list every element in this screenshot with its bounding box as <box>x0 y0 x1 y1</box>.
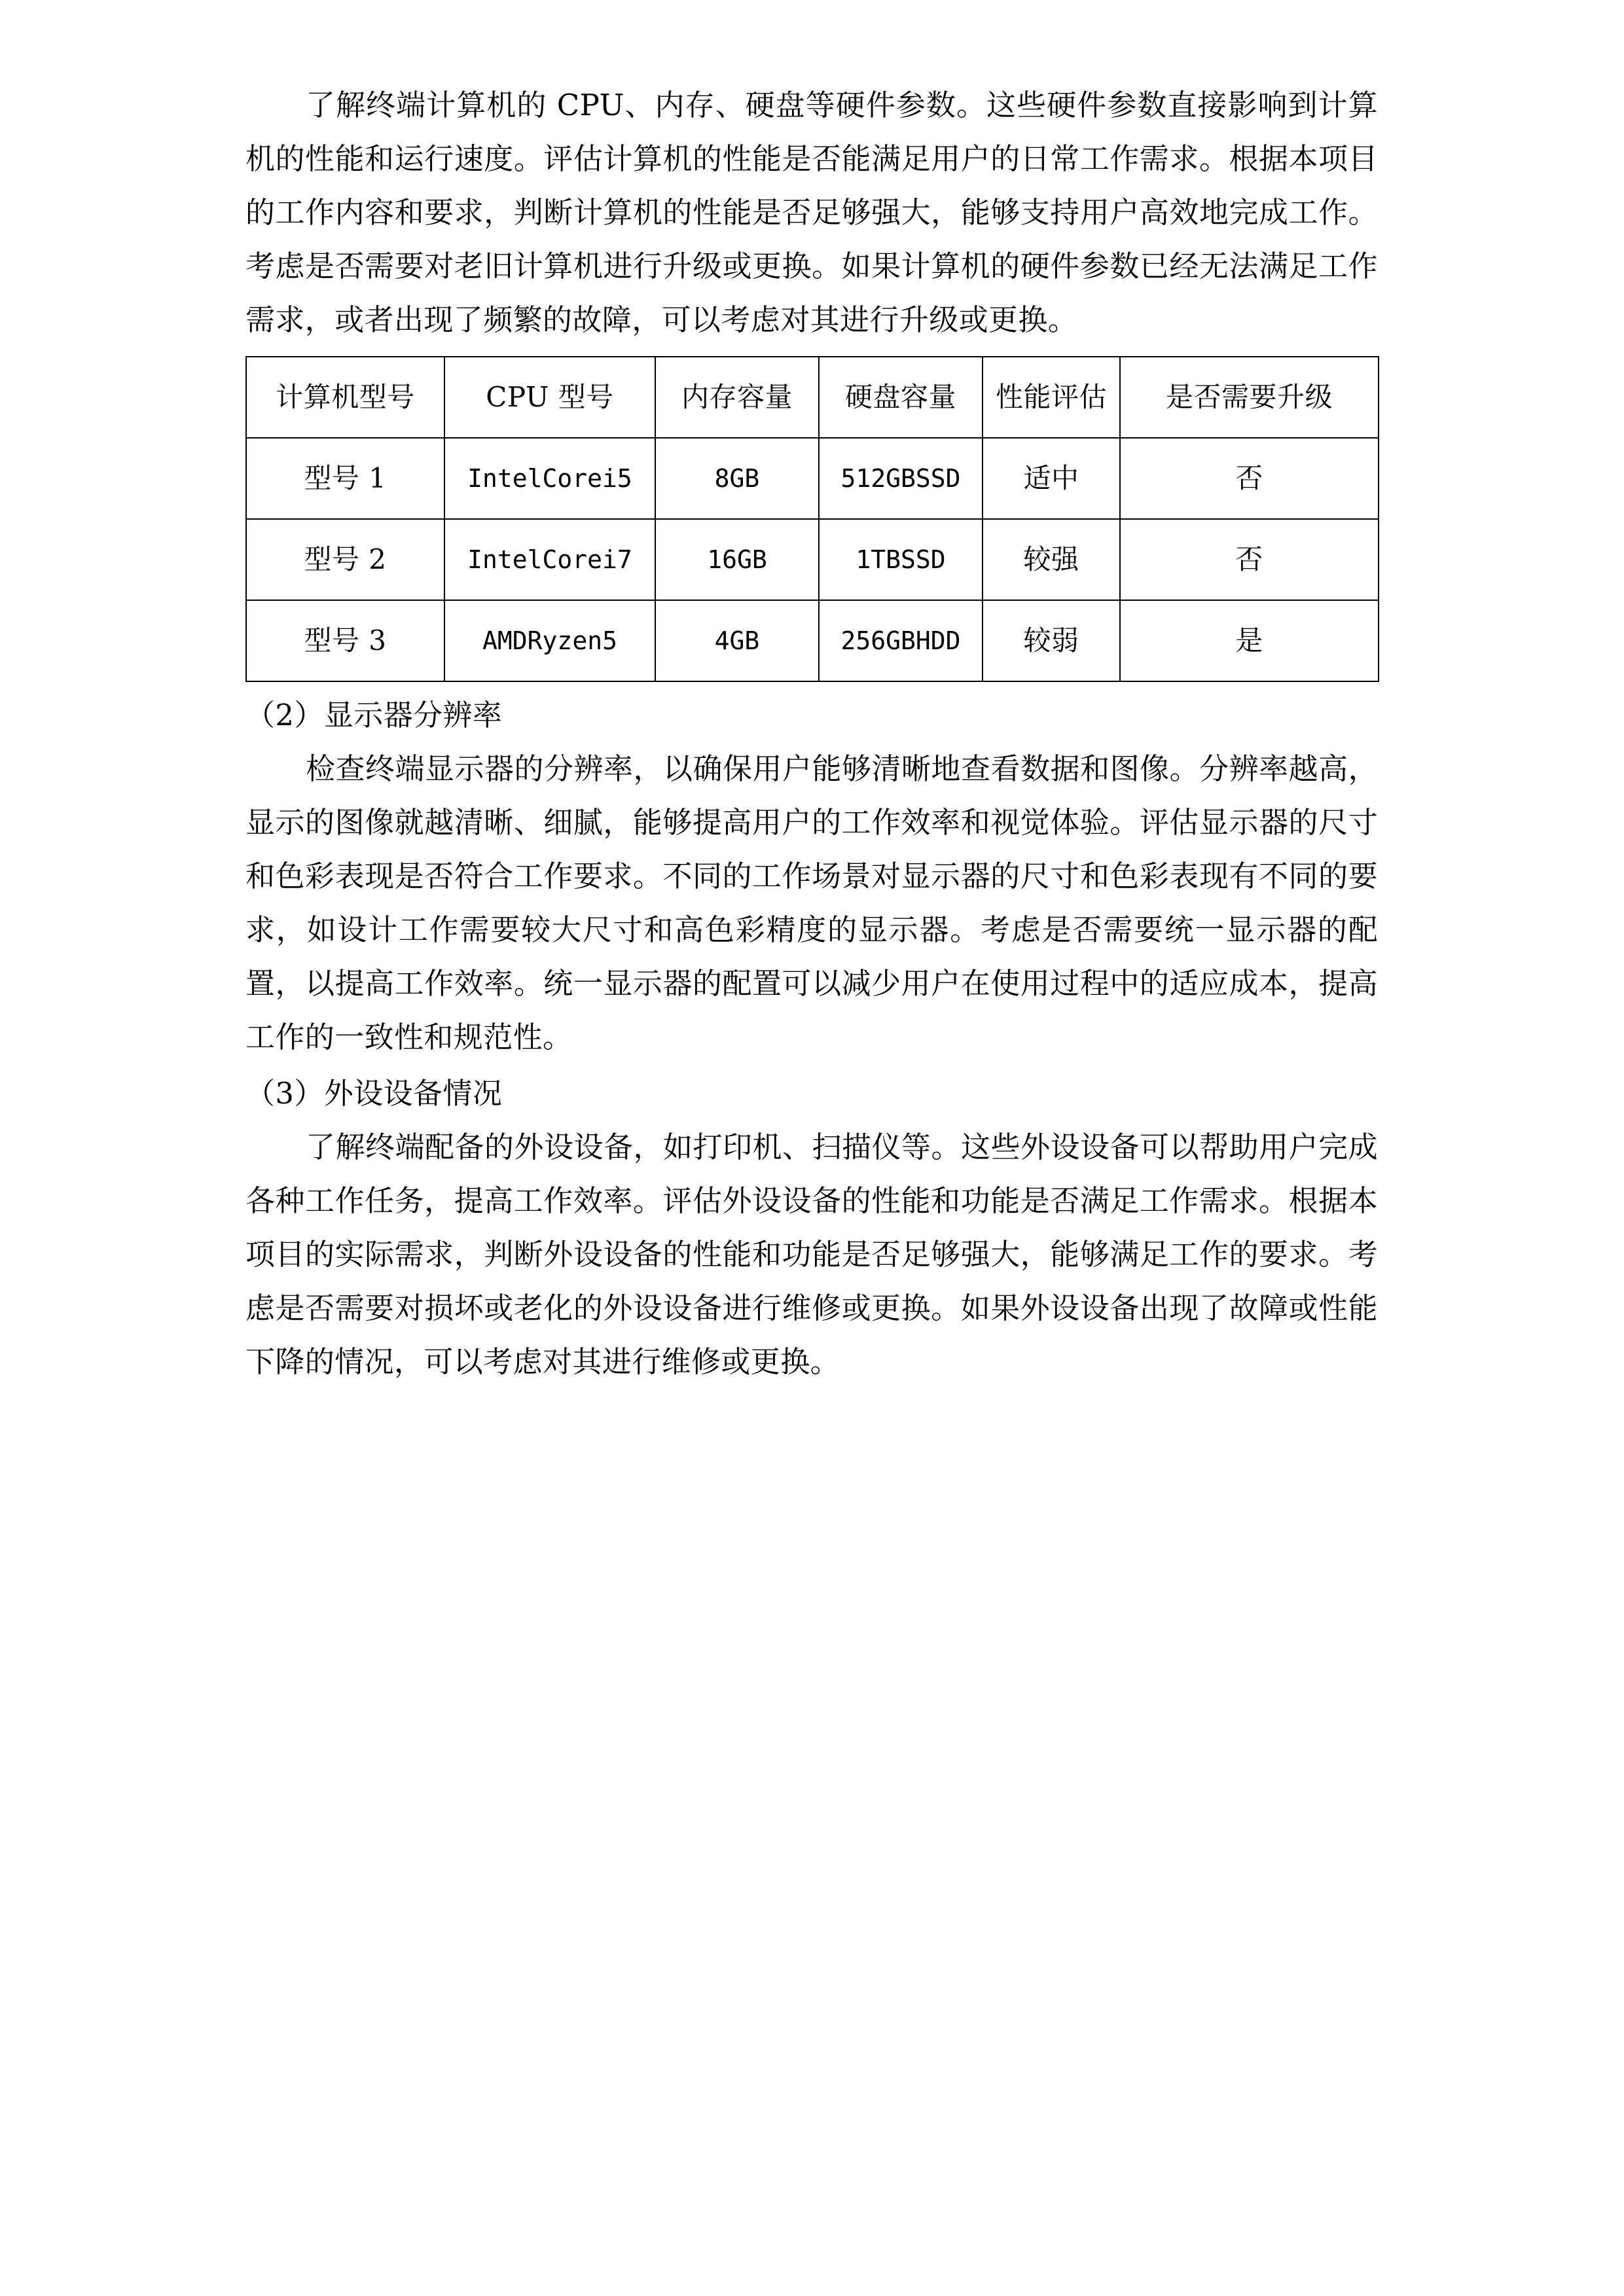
cell-model: 型号 1 <box>246 438 444 519</box>
cell-memory: 8GB <box>655 438 819 519</box>
cell-performance: 较弱 <box>983 600 1120 681</box>
table-header-cell-cpu: CPU 型号 <box>444 357 655 438</box>
cell-performance: 适中 <box>983 438 1120 519</box>
hardware-table-wrapper <box>245 356 1378 682</box>
table-header-cell-memory: 内存容量 <box>655 357 819 438</box>
section-heading-display-resolution: （2）显示器分辨率 <box>245 698 503 732</box>
table-header-cell-performance: 性能评估 <box>983 357 1120 438</box>
cell-disk: 256GBHDD <box>819 600 983 681</box>
hardware-table <box>245 356 1379 682</box>
paragraph-hardware-params: 了解终端计算机的 CPU、内存、硬盘等硬件参数。这些硬件参数直接影响到计算机的性能和运行速度。评估计算机的性能是否能满足用户的日常工作需求。根据本项目的工作内容和要求，判断计算机的性能是否足够强大，能够支持用户高效地完成工作。考虑是否需要对老旧计算机进行升级或更换。如果计算机的硬件参数已经无法满足工作需求，或者出现了频繁的故障，可以考虑对其进行升级或更换。 <box>245 88 1378 337</box>
cell-disk: 1TBSSD <box>819 519 983 600</box>
table-header-cell-model: 计算机型号 <box>246 357 444 438</box>
cell-model: 型号 3 <box>246 600 444 681</box>
cell-upgrade: 是 <box>1120 600 1379 681</box>
cell-model: 型号 2 <box>246 519 444 600</box>
cell-upgrade: 否 <box>1120 519 1379 600</box>
cell-upgrade: 否 <box>1120 438 1379 519</box>
table-row <box>246 600 1379 681</box>
cell-cpu: IntelCorei5 <box>444 438 655 519</box>
paragraph-display-resolution: 检查终端显示器的分辨率，以确保用户能够清晰地查看数据和图像。分辨率越高，显示的图像就越清晰、细腻，能够提高用户的工作效率和视觉体验。评估显示器的尺寸和色彩表现是否符合工作要求。不同的工作场景对显示器的尺寸和色彩表现有不同的要求，如设计工作需要较大尺寸和高色彩精度的显示器。考虑是否需要统一显示器的配置，以提高工作效率。统一显示器的配置可以减少用户在使用过程中的适应成本，提高工作的一致性和规范性。 <box>245 751 1378 1054</box>
table-header-cell-disk: 硬盘容量 <box>819 357 983 438</box>
section-heading-peripherals: （3）外设设备情况 <box>245 1076 503 1111</box>
cell-cpu: IntelCorei7 <box>444 519 655 600</box>
cell-disk: 512GBSSD <box>819 438 983 519</box>
table-header-cell-upgrade: 是否需要升级 <box>1120 357 1379 438</box>
cell-memory: 16GB <box>655 519 819 600</box>
cell-memory: 4GB <box>655 600 819 681</box>
cell-cpu: AMDRyzen5 <box>444 600 655 681</box>
table-row <box>246 438 1379 519</box>
bottom-spacer <box>245 1391 1378 1418</box>
page-content <box>245 79 1378 1418</box>
cell-performance: 较强 <box>983 519 1120 600</box>
table-row <box>246 519 1379 600</box>
table-header-row <box>246 357 1379 438</box>
paragraph-peripherals: 了解终端配备的外设设备，如打印机、扫描仪等。这些外设设备可以帮助用户完成各种工作任务，提高工作效率。评估外设设备的性能和功能是否满足工作需求。根据本项目的实际需求，判断外设设备的性能和功能是否足够强大，能够满足工作的要求。考虑是否需要对损坏或老化的外设设备进行维修或更换。如果外设设备出现了故障或性能下降的情况，可以考虑对其进行维修或更换。 <box>245 1130 1378 1379</box>
